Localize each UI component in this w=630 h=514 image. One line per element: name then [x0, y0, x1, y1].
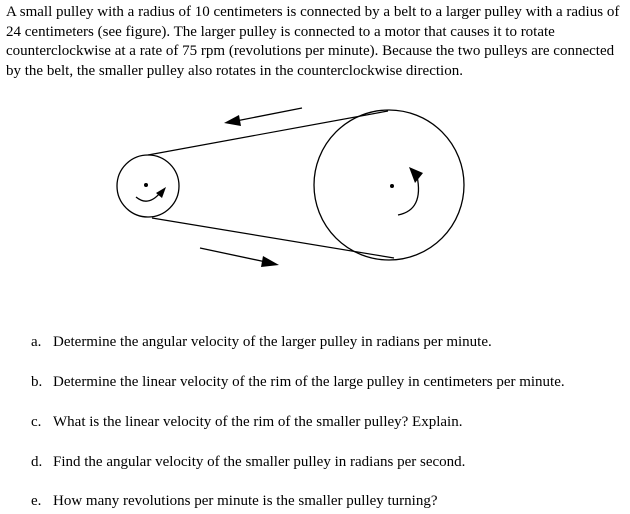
question-text: What is the linear velocity of the rim of the smaller pulley? Explain. — [53, 414, 463, 430]
question-letter: b. — [31, 374, 43, 390]
large-rotation-arrowhead-icon — [409, 167, 423, 183]
question-b — [31, 374, 565, 391]
bottom-direction-arrow-shaft — [200, 248, 266, 262]
top-direction-arrow-shaft — [236, 108, 302, 121]
question-text: Find the angular velocity of the smaller pulley in radians per second. — [53, 454, 466, 470]
question-a — [31, 334, 492, 351]
large-pulley — [314, 110, 464, 260]
question-letter: e. — [31, 493, 42, 509]
problem-intro: A small pulley with a radius of 10 centimeters is connected by a belt to a larger pulley with a radius of 24 centimeters (see figure). The larger pulley is connected to a motor that causes it to rotate counterclockwise at a rate of 75 rpm (revolutions per minute). Because the two pulleys are connected by the belt, the smaller pulley also rotates in the counterclockwise direction. — [6, 4, 620, 79]
question-letter: d. — [31, 454, 43, 470]
top-direction-arrow-icon — [224, 115, 241, 126]
bottom-direction-arrow-icon — [261, 256, 279, 267]
belt-bottom — [152, 218, 394, 258]
question-letter: c. — [31, 414, 42, 430]
question-text: Determine the angular velocity of the larger pulley in radians per minute. — [53, 334, 492, 350]
question-e — [31, 493, 438, 510]
question-d — [31, 454, 465, 471]
question-text: Determine the linear velocity of the rim of the large pulley in centimeters per minute. — [53, 374, 565, 390]
question-c — [31, 414, 462, 431]
question-text: How many revolutions per minute is the smaller pulley turning? — [53, 493, 438, 509]
belt-top — [148, 111, 388, 155]
small-rotation-arrow-icon — [136, 193, 160, 201]
large-pulley-center — [390, 184, 394, 188]
small-pulley — [117, 155, 179, 217]
small-pulley-center — [144, 183, 148, 187]
question-letter: a. — [31, 334, 42, 350]
pulley-figure — [0, 95, 630, 280]
